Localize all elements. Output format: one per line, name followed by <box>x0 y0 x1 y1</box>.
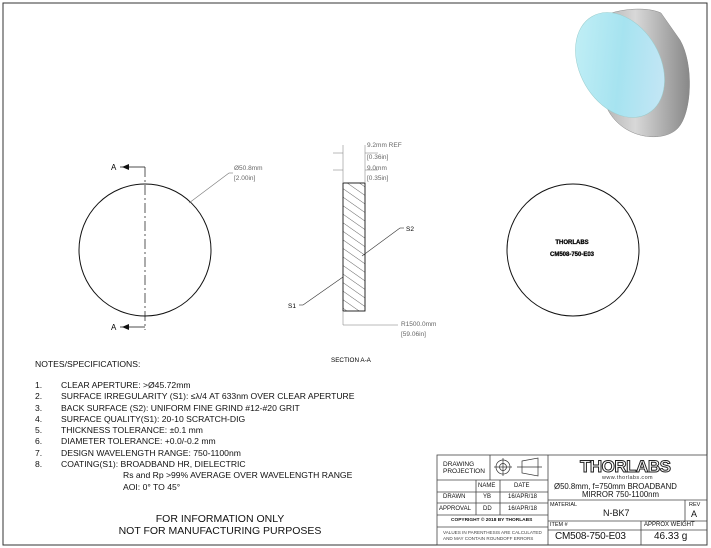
note-text: BACK SURFACE (S2): UNIFORM FINE GRIND #12-#20 GRIT <box>61 402 300 413</box>
information-notice <box>80 513 360 537</box>
mirror-3d-render <box>557 0 689 137</box>
note-number: 2. <box>35 391 43 402</box>
weight-label: APPROX WEIGHT <box>644 522 695 528</box>
note-number: 6. <box>35 436 43 447</box>
copyright: COPYRIGHT © 2018 BY THORLABS <box>451 518 533 523</box>
note-number: 1. <box>35 380 43 390</box>
section-caption: SECTION A-A <box>331 357 371 364</box>
note-text: COATING(S1): BROADBAND HR, DIELECTRIC <box>61 459 246 470</box>
diameter-leader <box>189 173 229 203</box>
material-label: MATERIAL <box>550 502 578 508</box>
drawn-date: 16/APR/18 <box>508 494 538 500</box>
thickness-dim: 9.0mm <box>367 165 387 172</box>
information-notice-line2: NOT FOR MANUFACTURING PURPOSES <box>118 525 322 537</box>
description-line1: Ø50.8mm, f=750mm BROADBAND <box>554 482 677 491</box>
note-number: 5. <box>35 425 43 436</box>
engraving-line1: THORLABS <box>555 240 589 246</box>
notes-title: NOTES/SPECIFICATIONS: <box>35 359 141 369</box>
website-url: www.thorlabs.com <box>602 475 654 481</box>
part-description <box>554 483 677 500</box>
rev-label: REV <box>689 502 701 508</box>
note-number: 7. <box>35 447 43 458</box>
note-text: DIAMETER TOLERANCE: +0.0/-0.2 mm <box>61 436 216 447</box>
note-number: 3. <box>35 402 43 413</box>
description-line2: MIRROR 750-1100nm <box>582 490 659 500</box>
diameter-dim: Ø50.8mm <box>234 165 263 172</box>
section-view <box>288 142 436 364</box>
s1-label: S1 <box>288 303 296 310</box>
note-text: SURFACE QUALITY(S1): 20-10 SCRATCH-DIG <box>61 413 246 424</box>
note-text: DESIGN WAVELENGTH RANGE: 750-1100nm <box>61 447 241 458</box>
s1-leader <box>303 277 343 305</box>
drawing-projection-line2: PROJECTION <box>443 468 485 475</box>
note-text: AOI: 0° TO 45° <box>123 481 181 492</box>
item-number: CM508-750-E03 <box>555 531 626 542</box>
thickness-dim-in: [0.35in] <box>367 175 389 182</box>
approval-name: DD <box>483 506 492 512</box>
drawn-name: YB <box>483 494 492 500</box>
thickness-ref-dim-in: [0.36in] <box>367 154 389 161</box>
weight-value: 46.33 g <box>654 531 688 542</box>
section-label-top: A <box>111 163 117 172</box>
thorlabs-logo: THORLABS <box>580 457 671 476</box>
engraving-line2: CM508-750-E03 <box>549 252 595 258</box>
disclaimer-line1: VALUES IN PARENTHESIS ARE CALCULATED <box>443 530 542 535</box>
section-arrow-top-icon <box>122 164 129 170</box>
back-view <box>507 184 639 316</box>
radius-dim-in: [59.06in] <box>401 331 426 338</box>
note-text: SURFACE IRREGULARITY (S1): ≤λ/4 AT 633nm OVER CLEAR APERTURE <box>61 391 355 402</box>
drawing-projection-line1: DRAWING <box>443 461 475 468</box>
disclaimer <box>443 530 542 542</box>
section-label-bottom: A <box>111 323 117 332</box>
drawing-projection-label <box>443 461 485 475</box>
approval-date: 16/APR/18 <box>508 506 538 512</box>
information-notice-line1: FOR INFORMATION ONLY <box>155 513 285 525</box>
item-label: ITEM # <box>550 522 568 528</box>
note-text: THICKNESS TOLERANCE: ±0.1 mm <box>61 425 203 436</box>
radius-dim: R1500.0mm <box>401 321 437 328</box>
note-text: Rs and Rp >99% AVERAGE OVER WAVELENGTH RANGE <box>123 470 353 481</box>
thickness-ref-dim: 9.2mm REF <box>367 142 402 149</box>
note-text: CLEAR APERTURE: >Ø45.72mm <box>61 380 191 390</box>
col-name-header: NAME <box>478 483 496 489</box>
section-arrow-bottom-icon <box>122 324 129 330</box>
s2-leader <box>362 228 400 256</box>
projection-symbol-icon <box>494 458 542 476</box>
note-number: 8. <box>35 459 43 470</box>
row-approval-label: APPROVAL <box>439 506 471 512</box>
s2-label: S2 <box>406 226 414 233</box>
diameter-dim-in: [2.00in] <box>234 175 256 182</box>
rev-value: A <box>691 509 698 519</box>
front-view <box>79 163 263 332</box>
row-drawn-label: DRAWN <box>443 494 466 500</box>
disclaimer-line2: AND MAY CONTAIN ROUNDOFF ERRORS <box>443 536 534 541</box>
material-value: N-BK7 <box>603 508 630 518</box>
col-date-header: DATE <box>514 483 530 489</box>
note-number: 4. <box>35 413 43 424</box>
